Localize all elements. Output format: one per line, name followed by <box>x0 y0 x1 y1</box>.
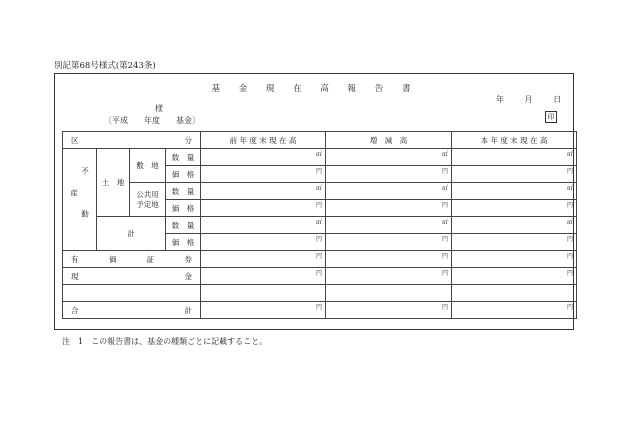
form-reference: 別記第68号様式(第243条) <box>54 61 156 71</box>
blank-cell <box>201 285 326 302</box>
subtotal-qty-change: ㎡ <box>326 217 452 234</box>
site-qty-current: ㎡ <box>452 149 577 166</box>
header-this-year: 本 年 度 末 現 在 高 <box>452 132 577 149</box>
reserved-land-label-line2: 予定地 <box>136 199 159 209</box>
subtotal-val-prev: 円 <box>201 234 326 251</box>
reserved-qty-prev: ㎡ <box>201 183 326 200</box>
land-label: 土 地 <box>97 149 130 217</box>
reserved-land-label-line1: 公共用 <box>136 189 159 199</box>
blank-label-cell <box>63 285 201 302</box>
site-val-change: 円 <box>326 166 452 183</box>
total-current: 円 <box>452 302 577 319</box>
header-category: 区 分 <box>63 132 201 149</box>
real-estate-label: 不 動 産 <box>63 149 97 251</box>
securities-change: 円 <box>326 251 452 268</box>
fund-label: 〔平成 年度 基金〕 <box>104 116 200 125</box>
table-row-blank <box>63 285 577 302</box>
securities-label: 有 価 証 券 <box>63 251 201 268</box>
table-row <box>63 251 577 268</box>
total-change: 円 <box>326 302 452 319</box>
securities-current: 円 <box>452 251 577 268</box>
footnote: 注 1 この報告書は、基金の種類ごとに記載すること。 <box>62 337 268 346</box>
reserved-val-current: 円 <box>452 200 577 217</box>
table-row <box>63 217 577 234</box>
date-month: 月 <box>524 95 533 104</box>
value-label: 価 格 <box>166 166 201 183</box>
subtotal-val-current: 円 <box>452 234 577 251</box>
site-val-current: 円 <box>452 166 577 183</box>
date-day: 日 <box>553 95 562 104</box>
blank-cell <box>452 285 577 302</box>
securities-prev: 円 <box>201 251 326 268</box>
header-prev-year: 前 年 度 末 現 在 高 <box>201 132 326 149</box>
table-row <box>63 268 577 285</box>
value-label: 価 格 <box>166 234 201 251</box>
subtotal-qty-prev: ㎡ <box>201 217 326 234</box>
site-val-prev: 円 <box>201 166 326 183</box>
cash-prev: 円 <box>201 268 326 285</box>
quantity-label: 数 量 <box>166 149 201 166</box>
table-header-row <box>63 132 577 149</box>
document-title: 基 金 現 在 高 報 告 書 <box>211 84 419 94</box>
grand-total-label: 合 計 <box>63 302 201 319</box>
reserved-val-change: 円 <box>326 200 452 217</box>
site-qty-change: ㎡ <box>326 149 452 166</box>
cash-current: 円 <box>452 268 577 285</box>
subtotal-qty-current: ㎡ <box>452 217 577 234</box>
table-row-total <box>63 302 577 319</box>
cash-label: 現 金 <box>63 268 201 285</box>
table-row <box>63 183 577 200</box>
header-change: 増 減 高 <box>326 132 452 149</box>
subtotal-val-change: 円 <box>326 234 452 251</box>
reserved-qty-current: ㎡ <box>452 183 577 200</box>
site-label: 敷 地 <box>130 149 166 183</box>
seal-box: 印 <box>545 111 557 123</box>
addressee-suffix: 様 <box>155 104 163 113</box>
quantity-label: 数 量 <box>166 217 201 234</box>
date-line <box>496 94 579 105</box>
cash-change: 円 <box>326 268 452 285</box>
subtotal-label: 計 <box>97 217 166 251</box>
fund-balance-table <box>62 131 577 319</box>
reserved-land-label <box>130 183 166 217</box>
reserved-qty-change: ㎡ <box>326 183 452 200</box>
date-year: 年 <box>496 95 504 104</box>
quantity-label: 数 量 <box>166 183 201 200</box>
reserved-val-prev: 円 <box>201 200 326 217</box>
total-prev: 円 <box>201 302 326 319</box>
blank-cell <box>326 285 452 302</box>
value-label: 価 格 <box>166 200 201 217</box>
table-row <box>63 149 577 166</box>
site-qty-prev: ㎡ <box>201 149 326 166</box>
